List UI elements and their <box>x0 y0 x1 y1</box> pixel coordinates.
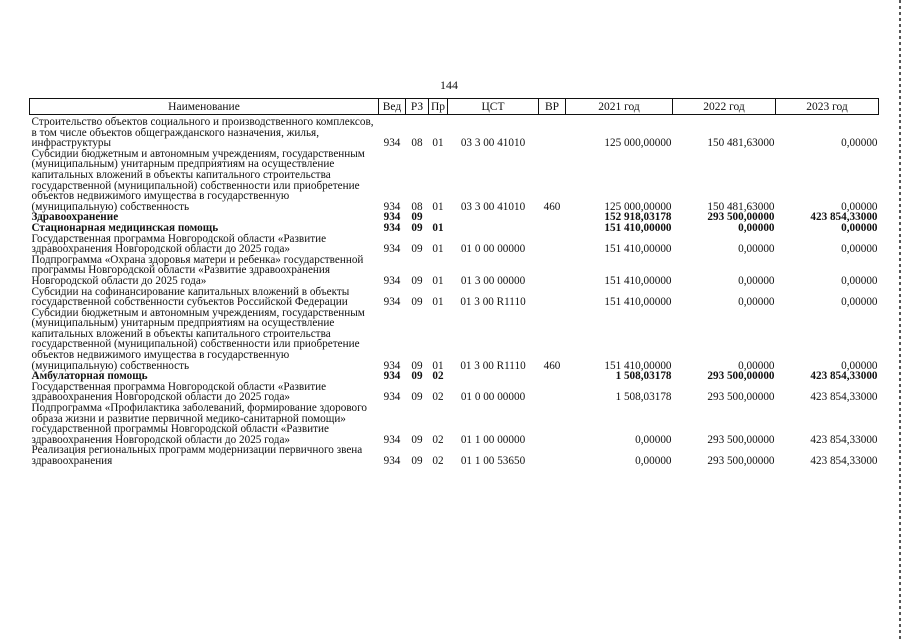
row-2021: 151 410,00000 <box>604 296 672 309</box>
header-vr: ВР <box>539 99 566 115</box>
table-row <box>30 403 879 445</box>
table-header-row <box>30 99 879 115</box>
row-2021: 125 000,00000 <box>604 200 672 213</box>
table-row <box>30 234 879 255</box>
row-cst: 01 1 00 00000 <box>460 433 526 446</box>
row-vr: 460 <box>543 200 561 213</box>
row-name: Субсидии бюджетным и автономным учреждениям, государственным (муниципальным) унитарным предприятиям на осуществление капитальных вложений в объекты капитального строительства государственной (муниципальной) собственности или приобретение объектов недвижимого имущества в государственную (муниципальную) собственность <box>31 147 365 213</box>
row-2022: 0,00000 <box>738 221 775 234</box>
row-ved: 934 <box>383 296 401 309</box>
row-pr: 01 <box>432 200 444 213</box>
row-2021: 125 000,00000 <box>604 137 672 150</box>
row-2022: 293 500,00000 <box>707 455 775 467</box>
row-cst: 01 0 00 00000 <box>460 243 526 256</box>
row-2023: 423 854,33000 <box>810 370 878 383</box>
row-pr: 01 <box>432 359 444 372</box>
row-rz: 08 <box>411 200 423 213</box>
row-ved: 934 <box>383 359 401 372</box>
row-name: Государственная программа Новгородской области «Развитие здравоохранения Новгородской области до 2025 года» <box>31 380 327 404</box>
row-name: Амбулаторная помощь <box>31 370 148 383</box>
row-2021: 1 508,03178 <box>615 391 672 404</box>
table-row <box>30 287 879 308</box>
row-2023: 423 854,33000 <box>810 211 878 224</box>
row-2022: 293 500,00000 <box>707 391 775 404</box>
row-name: Реализация региональных программ модернизации первичного звена здравоохранения <box>31 444 363 467</box>
row-2022: 293 500,00000 <box>707 211 775 224</box>
row-vr <box>539 212 566 223</box>
row-pr: 02 <box>432 370 444 383</box>
row-ved: 934 <box>383 433 401 446</box>
row-vr <box>539 445 566 466</box>
row-ved: 934 <box>383 455 401 467</box>
row-2023: 423 854,33000 <box>810 391 878 404</box>
row-pr: 02 <box>432 433 444 446</box>
row-2022: 0,00000 <box>738 243 775 256</box>
row-pr: 01 <box>432 274 444 287</box>
table-row <box>30 149 879 213</box>
row-2023: 0,00000 <box>841 137 878 150</box>
row-vr: 460 <box>543 359 561 372</box>
header-2022: 2022 год <box>673 99 776 115</box>
row-cst <box>448 212 539 223</box>
row-rz: 09 <box>411 221 423 234</box>
row-vr <box>539 234 566 255</box>
row-2022: 0,00000 <box>738 296 775 309</box>
row-pr: 02 <box>432 455 444 467</box>
row-2021: 0,00000 <box>635 433 672 446</box>
row-2021: 0,00000 <box>635 455 672 467</box>
row-2023: 0,00000 <box>841 221 878 234</box>
row-pr: 01 <box>432 243 444 256</box>
row-2022: 150 481,63000 <box>707 137 775 150</box>
row-2021: 151 410,00000 <box>604 221 672 234</box>
row-vr <box>539 403 566 445</box>
row-rz: 09 <box>411 211 423 224</box>
row-rz: 09 <box>411 391 423 404</box>
row-vr <box>539 371 566 382</box>
row-cst: 01 3 00 R1110 <box>460 296 526 309</box>
row-rz: 09 <box>411 274 423 287</box>
row-2022: 150 481,63000 <box>707 200 775 213</box>
row-pr: 02 <box>432 391 444 404</box>
row-pr: 01 <box>432 221 444 234</box>
header-ved: Вед <box>379 99 406 115</box>
row-name: Подпрограмма «Охрана здоровья матери и ребенка» государственной программы Новгородской области «Развитие здравоохранения Новгородской области до 2025 года» <box>31 253 364 287</box>
row-ved: 934 <box>383 221 401 234</box>
row-name: Здравоохранение <box>31 211 119 224</box>
row-2023: 0,00000 <box>841 296 878 309</box>
row-2021: 1 508,03178 <box>615 370 672 383</box>
page-number: 144 <box>440 78 458 92</box>
row-ved: 934 <box>383 274 401 287</box>
row-rz: 09 <box>411 455 423 467</box>
header-name: Наименование <box>30 99 379 115</box>
row-vr <box>539 287 566 308</box>
row-cst <box>448 371 539 382</box>
row-2023: 423 854,33000 <box>810 455 878 467</box>
header-2021: 2021 год <box>566 99 673 115</box>
row-pr: 01 <box>432 137 444 150</box>
row-name: Строительство объектов социального и производственного комплексов, в том числе объектов общегражданского назначения, жилья, инфраструктуры <box>31 116 374 150</box>
row-cst: 01 0 00 00000 <box>460 391 526 404</box>
row-2021: 151 410,00000 <box>604 274 672 287</box>
row-name: Подпрограмма «Профилактика заболеваний, формирование здорового образа жизни и развитие первичной медико-санитарной помощи» государственной программы Новгородской области «Развитие здравоохранения Новгородской области до 2025 года» <box>31 402 368 446</box>
row-ved: 934 <box>383 137 401 150</box>
row-rz: 09 <box>411 370 423 383</box>
row-2022: 293 500,00000 <box>707 370 775 383</box>
table-body <box>30 115 879 467</box>
header-rz: РЗ <box>406 99 429 115</box>
row-rz: 09 <box>411 296 423 309</box>
header-2023: 2023 год <box>776 99 879 115</box>
row-vr <box>539 223 566 234</box>
row-ved: 934 <box>383 200 401 213</box>
row-vr <box>539 115 566 149</box>
row-cst: 01 1 00 53650 <box>460 455 526 467</box>
row-2023: 0,00000 <box>841 359 878 372</box>
row-2022: 293 500,00000 <box>707 433 775 446</box>
table-row <box>30 308 879 372</box>
row-2021: 151 410,00000 <box>604 243 672 256</box>
row-pr: 01 <box>432 296 444 309</box>
row-vr <box>539 382 566 403</box>
row-rz: 09 <box>411 433 423 446</box>
row-name: Субсидии на софинансирование капитальных вложений в объекты государственной собственности субъектов Российской Федерации <box>31 285 350 309</box>
row-rz: 08 <box>411 137 423 150</box>
row-rz: 09 <box>411 359 423 372</box>
budget-table <box>29 98 879 467</box>
table-row <box>30 223 879 234</box>
row-name: Государственная программа Новгородской области «Развитие здравоохранения Новгородской области до 2025 года» <box>31 232 327 256</box>
row-2023: 0,00000 <box>841 200 878 213</box>
row-ved: 934 <box>383 370 401 383</box>
row-cst: 03 3 00 41010 <box>460 137 526 150</box>
row-name: Стационарная медицинская помощь <box>31 221 219 234</box>
row-cst: 01 3 00 R1110 <box>460 359 526 372</box>
row-2022: 0,00000 <box>738 359 775 372</box>
row-ved: 934 <box>383 211 401 224</box>
row-cst: 03 3 00 41010 <box>460 200 526 213</box>
table-row <box>30 445 879 466</box>
row-2023: 0,00000 <box>841 274 878 287</box>
scan-edge <box>899 0 901 640</box>
row-2023: 0,00000 <box>841 243 878 256</box>
row-name: Субсидии бюджетным и автономным учреждениям, государственным (муниципальным) унитарным предприятиям на осуществление капитальных вложений в объекты капитального строительства государственной (муниципальной) собственности или приобретение объектов недвижимого имущества в государственную (муниципальную) собственность <box>31 306 365 372</box>
header-cst: ЦСТ <box>448 99 539 115</box>
row-2021: 152 918,03178 <box>604 211 672 224</box>
row-cst <box>448 223 539 234</box>
row-ved: 934 <box>383 391 401 404</box>
row-cst: 01 3 00 00000 <box>460 274 526 287</box>
row-2022: 0,00000 <box>738 274 775 287</box>
row-rz: 09 <box>411 243 423 256</box>
table-row <box>30 255 879 287</box>
header-pr: Пр <box>429 99 448 115</box>
row-vr <box>539 255 566 287</box>
row-ved: 934 <box>383 243 401 256</box>
table-row <box>30 382 879 403</box>
table-row <box>30 115 879 149</box>
row-2023: 423 854,33000 <box>810 433 878 446</box>
row-2021: 151 410,00000 <box>604 359 672 372</box>
